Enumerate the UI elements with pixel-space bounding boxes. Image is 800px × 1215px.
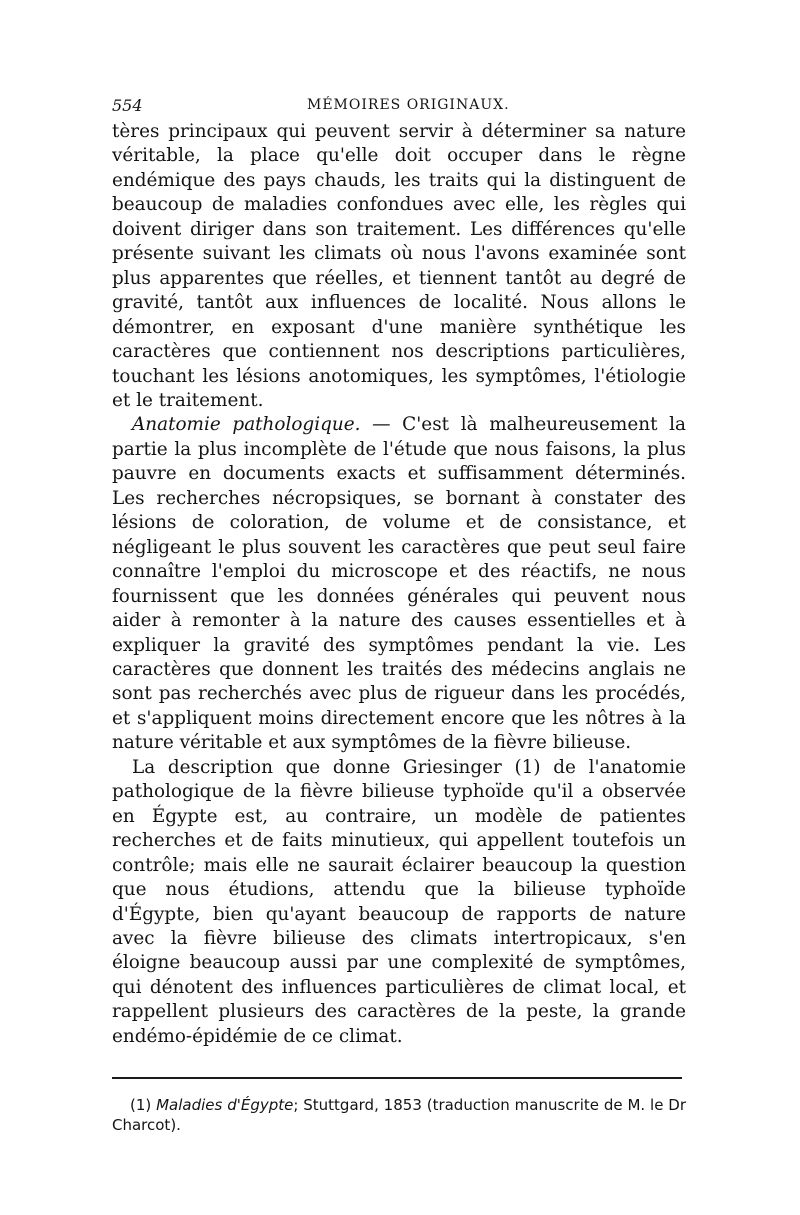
- document-page: [112, 96, 686, 1150]
- footnote-rest: ; Stuttgard, 1853 (traduction manuscrite de M. le Dr Charcot).: [112, 1096, 686, 1135]
- section-heading-anatomie: Anatomie pathologique.: [132, 414, 361, 436]
- footnote-marker: (1): [130, 1096, 157, 1115]
- body-text: [112, 120, 686, 1049]
- running-title: MÉMOIRES ORIGINAUX.: [307, 97, 510, 113]
- paragraph-2-text: — C'est là malheureusement la partie la plus incomplète de l'étude que nous faisons, la plus pauvre en documents exacts et suffisamment déterminés. Les recherches nécropsiques, se bornant à constater des lésions de coloration, de volume et de consistance, et négligeant le plus souvent les caractères que peut seul faire connaître l'emploi du microscope et des réactifs, ne nous fournissent que les données générales qui peuvent nous aider à remonter à la nature des causes essentielles et à expliquer la gravité des symptômes pendant la vie. Les caractères que donnent les traités des médecins anglais ne sont pas recherchés avec plus de rigueur dans les procédés, et s'appliquent moins directement encore que les nôtres à la nature véritable et aux symptômes de la fièvre bilieuse.: [112, 414, 686, 754]
- page-number: 554: [112, 96, 143, 115]
- paragraph-3: La description que donne Griesinger (1) de l'anatomie pathologique de la fièvre bilieuse typhoïde qu'il a observée en Égypte est, au contraire, un modèle de patientes recherches et de faits minutieux, qui appellent toutefois un contrôle; mais elle ne saurait éclairer beaucoup la question que nous étudions, attendu que la bilieuse typhoïde d'Égypte, bien qu'ayant beaucoup de rapports de nature avec la fièvre bilieuse des climats intertropicaux, s'en éloigne beaucoup aussi par une complexité de symptômes, qui dénotent des influences particulières de climat local, et rappellent plusieurs des caractères de la peste, la grande endémo-épidémie de ce climat.: [112, 756, 686, 1047]
- paragraph-1: tères principaux qui peuvent servir à déterminer sa nature véritable, la place qu'elle doit occuper dans le règne endémique des pays chauds, les traits qui la distinguent de beaucoup de maladies confondues avec elle, les règles qui doivent diriger dans son traitement. Les différences qu'elle présente suivant les climats où nous l'avons examinée sont plus apparentes que réelles, et tiennent tantôt au degré de gravité, tantôt aux influences de localité. Nous allons le démontrer, en exposant d'une manière synthétique les caractères que contiennent nos descriptions particulières, touchant les lésions anotomiques, les symptômes, l'étiologie et le traitement.: [112, 121, 686, 411]
- running-head: [112, 96, 686, 120]
- paragraph-2: [112, 413, 686, 755]
- footnote-title: Maladies d'Égypte: [156, 1096, 294, 1115]
- footnote: [112, 1095, 686, 1135]
- footnote-rule: [112, 1077, 682, 1079]
